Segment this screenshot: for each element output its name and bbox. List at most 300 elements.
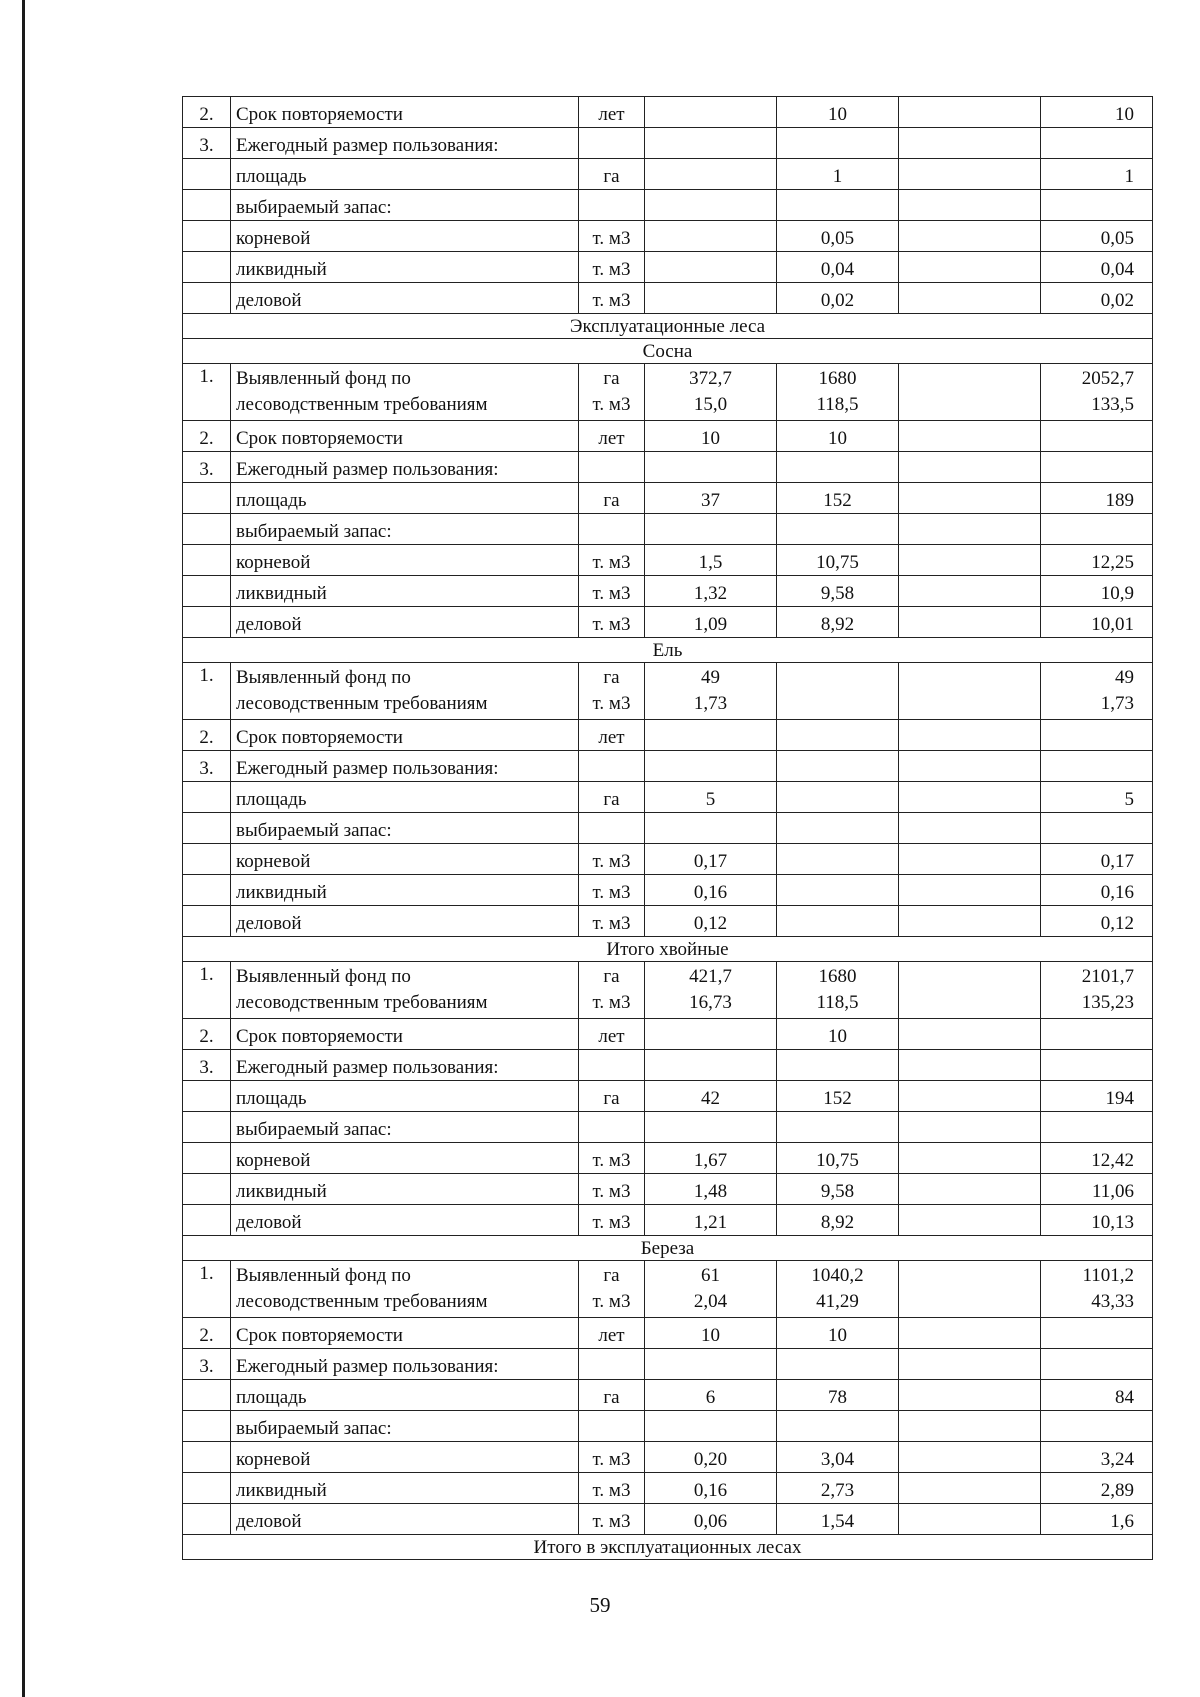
row-name: ликвидный	[231, 252, 579, 283]
value-cell	[777, 190, 899, 221]
table-row	[183, 576, 1153, 607]
table-row	[183, 483, 1153, 514]
value-cell: 10	[645, 1318, 777, 1349]
fund-name-line2: лесоводственным требованиям	[236, 992, 488, 1013]
fund-units	[579, 364, 645, 421]
fund-col1	[645, 663, 777, 720]
total-cell: 10,13	[1041, 1205, 1153, 1236]
row-name: ликвидный	[231, 576, 579, 607]
unit-area: га	[603, 667, 620, 688]
table-row	[183, 813, 1153, 844]
value-cell: 1,48	[645, 1174, 777, 1205]
block-title: Ель	[183, 638, 1153, 663]
table-row	[183, 221, 1153, 252]
forest-use-table	[182, 96, 1153, 1560]
value-cell	[904, 1289, 1035, 1315]
value-cell	[899, 1205, 1041, 1236]
value-cell	[645, 1112, 777, 1143]
value-cell: 0,02	[777, 283, 899, 314]
row-unit: т. м3	[579, 252, 645, 283]
fund-name	[231, 1261, 579, 1318]
row-unit	[579, 1411, 645, 1442]
row-number: 3.	[183, 751, 231, 782]
row-number	[183, 1174, 231, 1205]
fund-name-line1: Выявленный фонд по	[236, 368, 411, 389]
fund-units	[579, 663, 645, 720]
total-cell: 133,5	[1091, 394, 1134, 415]
value-cell	[645, 252, 777, 283]
row-unit: т. м3	[579, 607, 645, 638]
value-cell	[645, 720, 777, 751]
value-cell	[899, 97, 1041, 128]
fund-name-line2: лесоводственным требованиям	[236, 394, 488, 415]
value-cell	[777, 452, 899, 483]
value-cell	[782, 665, 893, 691]
row-number: 2.	[183, 1019, 231, 1050]
value-cell	[899, 1143, 1041, 1174]
fund-row	[183, 364, 1153, 421]
table-row	[183, 1504, 1153, 1535]
row-number	[183, 782, 231, 813]
fund-name-line2: лесоводственным требованиям	[236, 1291, 488, 1312]
value-cell: 10	[777, 1318, 899, 1349]
fund-col3	[899, 364, 1041, 421]
value-cell	[645, 283, 777, 314]
total-cell: 0,02	[1041, 283, 1153, 314]
table-body	[183, 97, 1153, 1560]
value-cell	[899, 813, 1041, 844]
value-cell	[899, 128, 1041, 159]
row-name: Ежегодный размер пользования:	[231, 1050, 579, 1081]
total-cell: 194	[1041, 1081, 1153, 1112]
row-name: площадь	[231, 782, 579, 813]
total-cell: 12,25	[1041, 545, 1153, 576]
value-cell	[777, 1349, 899, 1380]
row-number	[183, 1473, 231, 1504]
fund-name-line1: Выявленный фонд по	[236, 667, 411, 688]
value-cell	[777, 782, 899, 813]
total-cell	[1041, 1019, 1153, 1050]
value-cell	[899, 720, 1041, 751]
value-cell	[899, 1442, 1041, 1473]
value-cell	[645, 159, 777, 190]
value-cell	[782, 691, 893, 717]
total-cell: 0,17	[1041, 844, 1153, 875]
row-number	[183, 545, 231, 576]
value-cell: 16,73	[689, 992, 732, 1013]
fund-total	[1041, 1261, 1153, 1318]
row-unit: т. м3	[579, 576, 645, 607]
row-unit: лет	[579, 421, 645, 452]
row-number	[183, 1442, 231, 1473]
value-cell: 0,05	[777, 221, 899, 252]
value-cell	[777, 720, 899, 751]
row-number: 3.	[183, 128, 231, 159]
value-cell: 1,67	[645, 1143, 777, 1174]
table-row	[183, 782, 1153, 813]
table-row	[183, 607, 1153, 638]
value-cell	[899, 1019, 1041, 1050]
value-cell: 0,16	[645, 1473, 777, 1504]
row-number: 2.	[183, 421, 231, 452]
row-name: деловой	[231, 283, 579, 314]
block-title-row	[183, 1236, 1153, 1261]
row-unit: т. м3	[579, 1174, 645, 1205]
row-number	[183, 607, 231, 638]
fund-total	[1041, 962, 1153, 1019]
row-name: Ежегодный размер пользования:	[231, 128, 579, 159]
row-unit	[579, 1112, 645, 1143]
value-cell	[899, 906, 1041, 937]
value-cell	[777, 1112, 899, 1143]
table-row	[183, 159, 1153, 190]
row-name: ликвидный	[231, 1174, 579, 1205]
row-name: выбираемый запас:	[231, 1411, 579, 1442]
total-cell: 1101,2	[1082, 1265, 1134, 1286]
row-name: корневой	[231, 221, 579, 252]
table-row	[183, 1050, 1153, 1081]
fund-name	[231, 364, 579, 421]
row-number	[183, 906, 231, 937]
value-cell	[899, 452, 1041, 483]
value-cell: 37	[645, 483, 777, 514]
row-name: корневой	[231, 545, 579, 576]
value-cell	[645, 97, 777, 128]
value-cell	[899, 1050, 1041, 1081]
row-name: площадь	[231, 483, 579, 514]
total-cell	[1041, 813, 1153, 844]
row-name: Ежегодный размер пользования:	[231, 1349, 579, 1380]
value-cell	[899, 283, 1041, 314]
value-cell	[777, 128, 899, 159]
row-unit: га	[579, 1081, 645, 1112]
unit-volume: т. м3	[592, 394, 631, 415]
value-cell	[777, 1050, 899, 1081]
block-title: Береза	[183, 1236, 1153, 1261]
row-number	[183, 283, 231, 314]
row-unit	[579, 1050, 645, 1081]
total-cell: 49	[1115, 667, 1134, 688]
fund-row	[183, 663, 1153, 720]
row-number: 1.	[183, 663, 231, 720]
table-row	[183, 190, 1153, 221]
value-cell: 8,92	[777, 607, 899, 638]
table-row	[183, 452, 1153, 483]
value-cell: 0,17	[645, 844, 777, 875]
value-cell	[777, 875, 899, 906]
value-cell: 3,04	[777, 1442, 899, 1473]
value-cell	[904, 392, 1035, 418]
value-cell	[899, 1349, 1041, 1380]
table-row	[183, 252, 1153, 283]
unit-volume: т. м3	[592, 693, 631, 714]
row-number: 2.	[183, 720, 231, 751]
value-cell	[645, 190, 777, 221]
value-cell: 1,32	[645, 576, 777, 607]
table-row	[183, 283, 1153, 314]
value-cell: 10,75	[777, 1143, 899, 1174]
total-cell	[1041, 1112, 1153, 1143]
total-cell: 0,04	[1041, 252, 1153, 283]
total-cell: 0,12	[1041, 906, 1153, 937]
value-cell: 1,09	[645, 607, 777, 638]
row-unit: т. м3	[579, 906, 645, 937]
row-number: 1.	[183, 364, 231, 421]
table-row	[183, 875, 1153, 906]
row-name: ликвидный	[231, 1473, 579, 1504]
value-cell	[904, 691, 1035, 717]
total-cell: 10,9	[1041, 576, 1153, 607]
row-name: Срок повторяемости	[231, 97, 579, 128]
row-unit: т. м3	[579, 875, 645, 906]
total-cell	[1041, 1349, 1153, 1380]
row-unit: т. м3	[579, 1143, 645, 1174]
fund-name-line1: Выявленный фонд по	[236, 966, 411, 987]
value-cell: 0,16	[645, 875, 777, 906]
value-cell: 2,04	[693, 1291, 728, 1312]
row-number: 1.	[183, 962, 231, 1019]
row-number	[183, 252, 231, 283]
row-name: Срок повторяемости	[231, 421, 579, 452]
section-header-row	[183, 1535, 1153, 1560]
row-unit: га	[579, 483, 645, 514]
total-cell	[1041, 421, 1153, 452]
row-unit: т. м3	[579, 1205, 645, 1236]
row-number	[183, 1380, 231, 1411]
value-cell: 0,04	[777, 252, 899, 283]
value-cell	[899, 421, 1041, 452]
table-row	[183, 1380, 1153, 1411]
row-number	[183, 1081, 231, 1112]
total-cell	[1041, 1411, 1153, 1442]
value-cell	[645, 1050, 777, 1081]
total-cell: 5	[1041, 782, 1153, 813]
row-name: корневой	[231, 844, 579, 875]
value-cell	[899, 514, 1041, 545]
value-cell	[777, 514, 899, 545]
value-cell	[899, 751, 1041, 782]
row-number	[183, 1504, 231, 1535]
row-unit: лет	[579, 720, 645, 751]
value-cell: 8,92	[777, 1205, 899, 1236]
value-cell: 1680	[818, 368, 857, 389]
total-cell: 2052,7	[1081, 368, 1134, 389]
value-cell	[899, 159, 1041, 190]
row-unit: га	[579, 159, 645, 190]
fund-units	[579, 962, 645, 1019]
section-header: Итого в эксплуатационных лесах	[183, 1535, 1153, 1560]
fund-name	[231, 962, 579, 1019]
fund-col1	[645, 962, 777, 1019]
row-unit: т. м3	[579, 545, 645, 576]
total-cell	[1041, 128, 1153, 159]
total-cell	[1041, 751, 1153, 782]
row-number	[183, 514, 231, 545]
value-cell	[899, 190, 1041, 221]
value-cell: 10	[777, 97, 899, 128]
value-cell	[904, 990, 1035, 1016]
row-unit	[579, 128, 645, 159]
total-cell: 10	[1041, 97, 1153, 128]
value-cell	[645, 128, 777, 159]
value-cell: 2,73	[777, 1473, 899, 1504]
table-row	[183, 1143, 1153, 1174]
value-cell	[777, 751, 899, 782]
total-cell	[1041, 452, 1153, 483]
value-cell	[904, 964, 1035, 990]
fund-col2	[777, 364, 899, 421]
value-cell: 41,29	[816, 1291, 859, 1312]
value-cell: 10	[645, 421, 777, 452]
row-number: 2.	[183, 1318, 231, 1349]
value-cell	[899, 1504, 1041, 1535]
row-unit: т. м3	[579, 221, 645, 252]
value-cell	[777, 844, 899, 875]
fund-name	[231, 663, 579, 720]
table-row	[183, 1174, 1153, 1205]
unit-area: га	[603, 368, 620, 389]
row-unit	[579, 751, 645, 782]
value-cell: 0,20	[645, 1442, 777, 1473]
fund-total	[1041, 663, 1153, 720]
fund-col2	[777, 962, 899, 1019]
value-cell: 0,06	[645, 1504, 777, 1535]
row-name: ликвидный	[231, 875, 579, 906]
fund-col1	[645, 364, 777, 421]
row-name: выбираемый запас:	[231, 1112, 579, 1143]
value-cell	[899, 576, 1041, 607]
table-row	[183, 97, 1153, 128]
row-number: 3.	[183, 452, 231, 483]
total-cell	[1041, 1318, 1153, 1349]
value-cell: 42	[645, 1081, 777, 1112]
row-number	[183, 1205, 231, 1236]
value-cell	[645, 1349, 777, 1380]
value-cell	[899, 1411, 1041, 1442]
value-cell: 15,0	[693, 394, 728, 415]
row-unit: т. м3	[579, 1473, 645, 1504]
row-name: выбираемый запас:	[231, 813, 579, 844]
value-cell: 152	[777, 1081, 899, 1112]
table-row	[183, 128, 1153, 159]
value-cell	[645, 452, 777, 483]
fund-name-line2: лесоводственным требованиям	[236, 693, 488, 714]
fund-name-line1: Выявленный фонд по	[236, 1265, 411, 1286]
row-name: Срок повторяемости	[231, 1318, 579, 1349]
row-name: деловой	[231, 906, 579, 937]
value-cell	[899, 252, 1041, 283]
row-name: деловой	[231, 1205, 579, 1236]
value-cell: 10,75	[777, 545, 899, 576]
value-cell	[777, 813, 899, 844]
table-row	[183, 1019, 1153, 1050]
value-cell: 6	[645, 1380, 777, 1411]
block-title-row	[183, 339, 1153, 364]
value-cell	[899, 607, 1041, 638]
row-unit: лет	[579, 1019, 645, 1050]
row-name: корневой	[231, 1143, 579, 1174]
value-cell	[899, 1112, 1041, 1143]
value-cell	[645, 221, 777, 252]
value-cell: 372,7	[689, 368, 732, 389]
row-number	[183, 483, 231, 514]
value-cell: 118,5	[816, 992, 859, 1013]
total-cell: 2101,7	[1081, 966, 1134, 987]
total-cell: 2,89	[1041, 1473, 1153, 1504]
row-number	[183, 1411, 231, 1442]
row-name: корневой	[231, 1442, 579, 1473]
row-unit	[579, 813, 645, 844]
row-unit: лет	[579, 97, 645, 128]
value-cell	[645, 1019, 777, 1050]
value-cell: 78	[777, 1380, 899, 1411]
value-cell	[904, 1263, 1035, 1289]
table-row	[183, 545, 1153, 576]
value-cell	[899, 844, 1041, 875]
section-header-row	[183, 314, 1153, 339]
value-cell	[899, 1081, 1041, 1112]
value-cell: 1,54	[777, 1504, 899, 1535]
table-row	[183, 844, 1153, 875]
unit-area: га	[603, 966, 620, 987]
fund-row	[183, 962, 1153, 1019]
total-cell: 189	[1041, 483, 1153, 514]
block-title-row	[183, 638, 1153, 663]
row-number	[183, 221, 231, 252]
fund-col3	[899, 962, 1041, 1019]
row-number	[183, 875, 231, 906]
row-number	[183, 1143, 231, 1174]
table-row	[183, 1411, 1153, 1442]
row-number	[183, 1112, 231, 1143]
total-cell: 0,05	[1041, 221, 1153, 252]
value-cell	[904, 366, 1035, 392]
value-cell: 118,5	[816, 394, 859, 415]
row-unit	[579, 1349, 645, 1380]
row-number	[183, 190, 231, 221]
total-cell: 10,01	[1041, 607, 1153, 638]
fund-col2	[777, 663, 899, 720]
unit-area: га	[603, 1265, 620, 1286]
value-cell	[904, 665, 1035, 691]
value-cell	[899, 782, 1041, 813]
row-name: Ежегодный размер пользования:	[231, 452, 579, 483]
total-cell: 12,42	[1041, 1143, 1153, 1174]
row-name: площадь	[231, 159, 579, 190]
row-number	[183, 159, 231, 190]
total-cell: 1,73	[1100, 693, 1134, 714]
row-name: Срок повторяемости	[231, 720, 579, 751]
value-cell: 1	[777, 159, 899, 190]
row-name: выбираемый запас:	[231, 190, 579, 221]
value-cell: 0,12	[645, 906, 777, 937]
table-row	[183, 1473, 1153, 1504]
table-row	[183, 1318, 1153, 1349]
row-unit: т. м3	[579, 844, 645, 875]
value-cell	[777, 1411, 899, 1442]
row-number	[183, 844, 231, 875]
value-cell: 10	[777, 421, 899, 452]
block-title: Сосна	[183, 339, 1153, 364]
row-name: Ежегодный размер пользования:	[231, 751, 579, 782]
value-cell: 10	[777, 1019, 899, 1050]
table-row	[183, 1205, 1153, 1236]
value-cell	[899, 1174, 1041, 1205]
unit-volume: т. м3	[592, 992, 631, 1013]
table-row	[183, 514, 1153, 545]
row-unit: лет	[579, 1318, 645, 1349]
fund-col3	[899, 663, 1041, 720]
